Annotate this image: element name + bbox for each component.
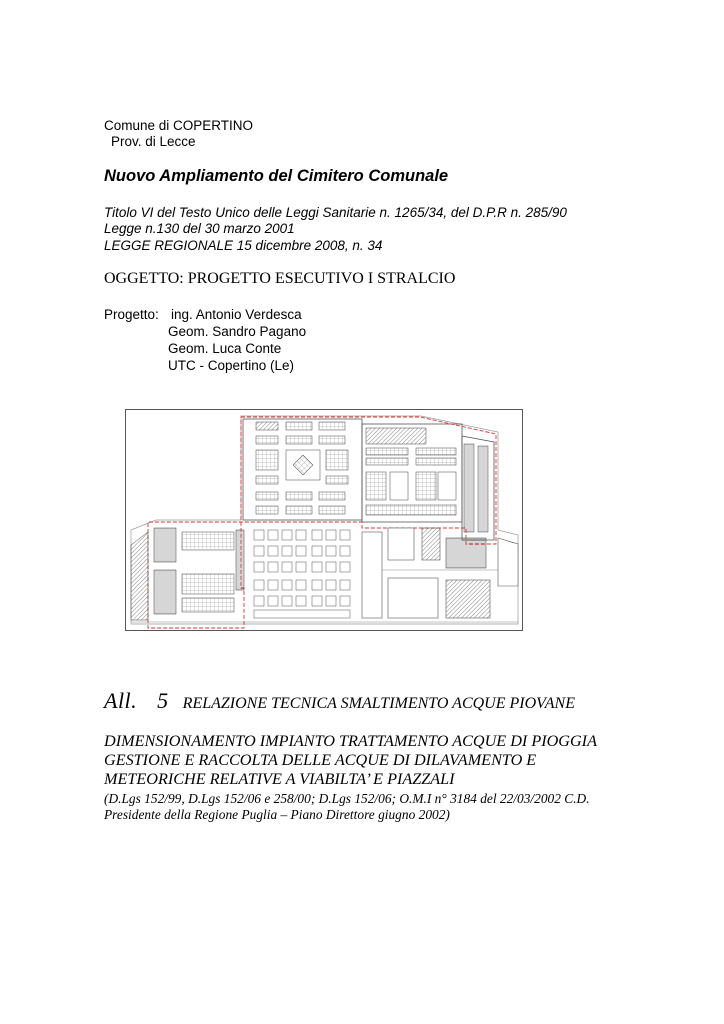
design-team-label: Progetto: [104,307,159,322]
attachment-prefix: All. [104,688,138,713]
team-member: ing. Antonio Verdesca [171,307,302,322]
references-line-2: Presidente della Regione Puglia – Piano Direttore giugno 2002) [104,807,450,822]
subject-line: OGGETTO: PROGETTO ESECUTIVO I STRALCIO [104,270,456,287]
legal-basis-line-2: Legge n.130 del 30 marzo 2001 [104,221,295,236]
attachment-heading [104,688,575,714]
attachment-title: RELAZIONE TECNICA SMALTIMENTO ACQUE PIOVANE [182,695,575,712]
municipality: Comune di COPERTINO [104,118,254,133]
description-line-1: DIMENSIONAMENTO IMPIANTO TRATTAMENTO ACQUE DI PIOGGIA [104,732,597,750]
legal-basis-line-1: Titolo VI del Testo Unico delle Leggi Sanitarie n. 1265/34, del D.P.R n. 285/90 [104,205,567,220]
site-plan-drawing [126,410,522,630]
team-member: Geom. Sandro Pagano [168,324,307,339]
team-member: UTC - Copertino (Le) [168,358,295,373]
description-line-3: METEORICHE RELATIVE A VIABILTA’ E PIAZZALI [104,770,455,788]
team-member: Geom. Luca Conte [168,341,282,356]
legal-basis-line-3: LEGGE REGIONALE 15 dicembre 2008, n. 34 [104,238,383,253]
references-line-1: (D.Lgs 152/99, D.Lgs 152/06 e 258/00; D.Lgs 152/06; O.M.I n° 3184 del 22/03/2002 C.D. [104,791,590,806]
project-title: Nuovo Ampliamento del Cimitero Comunale [104,167,449,185]
cemetery-site-plan [125,409,523,631]
description-line-2: GESTIONE E RACCOLTA DELLE ACQUE DI DILAVAMENTO E [104,751,537,769]
attachment-number: 5 [157,688,169,713]
province: Prov. di Lecce [111,134,196,149]
